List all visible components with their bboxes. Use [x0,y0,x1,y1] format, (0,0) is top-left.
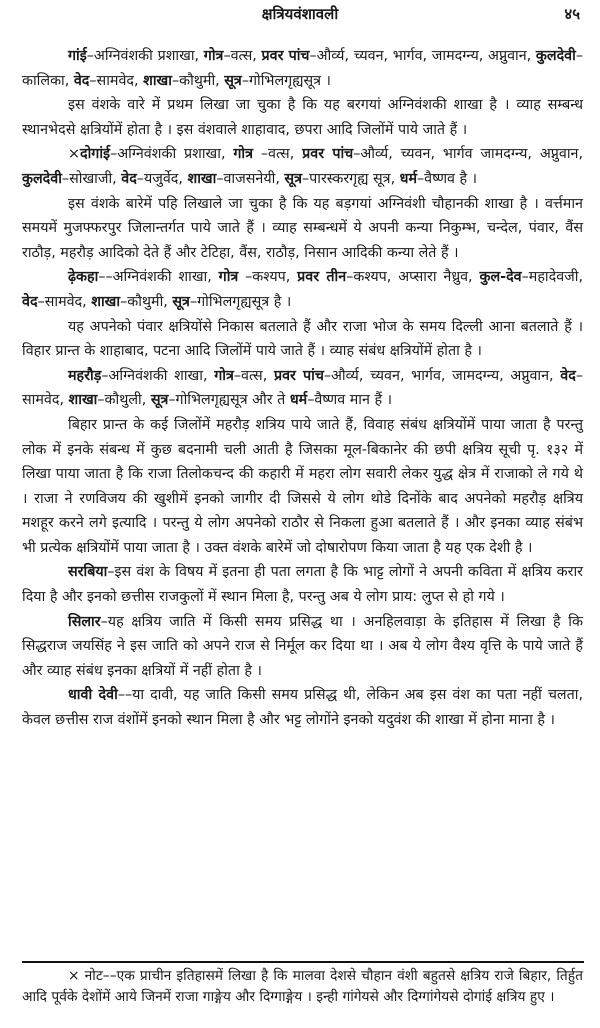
paragraph [22,683,583,732]
text-run: –गोभिलगृह्यसूत्र है । [189,293,292,310]
body-text [22,44,583,733]
text-run: –वत्स, [253,146,303,163]
bold-term: कुलदेवी [535,48,576,64]
text-run: –अग्निवंशकी प्रशाखा, [110,146,234,163]
text-run: –सामवेद, [37,293,92,310]
bold-term: सिलार [68,613,101,630]
page-number: ४५ [564,5,580,23]
text-run: –यह क्षत्रिय जाति में किसी समय प्रसिद्ध था । अनहिलवाड़ा के इतिहास में लिखा है कि सिद्धराज जयसिंह ने इस जाति को अपने राज से निर्मूल कर दिया था । अब ये लोग वैश्य वृत्ति के पाये जाते हैं और व्याह संबंध इनका क्षत्रियों में नहीं होता है । [22,613,583,679]
bold-term: शाखा [187,170,217,187]
bold-term: धर्म [399,170,418,187]
paragraph [22,142,583,191]
bold-term: कुलदेवी [22,170,62,187]
bold-term: गोत्र [233,146,254,163]
paragraph [22,192,583,266]
text-run: –पारस्करगृह्य सूत्र, [301,170,400,187]
text-run: –गोभिलगृह्यसूत्र । [241,72,331,89]
text-run: –कौथुमी, [120,293,173,310]
paragraph [22,265,583,314]
text-run: –वैष्णव मान हैं । [307,392,393,409]
bold-term: वेद [22,293,38,310]
bold-term: सरबिया [68,564,108,581]
text-run: –अग्निवंशकी शाखा, [101,367,215,384]
running-title: क्षत्रियवंशावली [261,5,339,23]
paragraph [22,315,583,364]
text-run: –और्व्य, च्यवन, भार्गव, जामदग्न्य, अप्नुवान, [323,367,561,384]
text-run: –और्व्य, च्यवन, भार्गव जामदग्न्य, अप्नुवान, [353,146,584,163]
text-run: –सामवेद, [22,367,583,409]
bold-term: वेद [73,72,90,89]
bold-term: दोगांई [79,146,111,163]
paragraph [22,44,583,93]
paragraph [22,364,583,413]
text-run: –कौथुली, [97,392,151,409]
bold-term: गोत्र [203,48,224,64]
text-run: ––अग्निवंशकी शाखा, [98,269,219,286]
text-run: यह अपनेको पंवार क्षत्रियोंसे निकास बतलाते हैं और राजा भोज के समय दिल्ली आना बतलाते हैं । विहार प्रान्त के शाहाबाद, पटना आदि जिलोंमें पाये जाते हैं । व्याह संबंध क्षत्रियोंमें होता है । [22,318,583,360]
text-run: –वैष्णव है । [417,170,478,187]
footnote: × नोट––एक प्राचीन इतिहासमें लिखा है कि मालवा देशसे चौहान वंशी बहुतसे क्षत्रिय राजे बिहार, तिर्हुत आदि पूर्वके देशोंमें आये जिनमें राजा गाङ्गेय और दिग्गाङ्गेय । इन्ही गांगेयसे और दिग्गांगेयसे दोगांई क्षत्रिय हुए । [22,968,583,1005]
bold-term: प्रवर तीन [297,269,347,286]
text-run: ––या दावी, यह जाति किसी समय प्रसिद्ध थी, लेकिन अब इस वंश का पता नहीं चलता, केवल छत्तीस राज वंशोंमें इनको स्थान मिला है और भट्ट लोगोंने इनको यदुवंश की शाखा में होना माना है । [22,687,583,729]
bold-term: वेद [121,170,137,187]
text-run: –कश्यप, अप्सारा नैध्रुव, [346,269,480,286]
page-header [0,4,600,28]
bold-term: शाखा [143,72,172,89]
text-run: –कश्यप, [238,269,298,286]
bold-term: सूत्र [224,72,242,89]
paragraph [22,93,583,142]
text-run: इस वंशके वारे में प्रथम लिखा जा चुका है कि यह बरगयां अग्निवंशकी शाखा है । व्याह सम्बन्ध स्थानभेदसे क्षत्रियोंमें होता है । इस वंशवाले शाहावाद, छपरा आदि जिलोंमें पाये जाते हैं । [22,97,583,138]
bold-term: शाखा [91,293,121,310]
bold-term: प्रवर पांच [302,146,354,163]
text-run: –इस वंश के विषय में इतना ही पता लगता है कि भाट्ट लोगों ने अपनी कविता में क्षत्रिय करार दिया है और इनको छत्तीस राजकुलों में स्थान मिला है, परन्तु अब ये लोग प्राय: लुप्त से हो गये । [22,564,583,606]
text-run: –वाजसनेयी, [216,170,285,187]
bold-term: ढ़ेकहा [68,269,99,286]
footnote-divider [22,961,584,963]
bold-term: महरौड़ [68,367,102,384]
paragraph [22,560,583,609]
text-run: –वत्स, [233,367,274,384]
bold-term: गोत्र [218,269,239,286]
text-run: –कालिका, [22,48,583,89]
text-run: –कौथुमी, [171,72,225,89]
bold-term: वेद [560,367,576,384]
bold-term: प्रवर पांच [261,48,310,64]
bold-term: सूत्र [284,170,302,187]
bold-term: कुल-देव [479,269,522,286]
text-run: × [68,146,80,163]
bold-term: धावी देवी [68,687,118,704]
bold-term: धर्म [289,392,308,409]
text-run: –गोभिलगृह्यसूत्र और ते [168,392,290,409]
text-run: –और्व्य, च्यवन, भार्गव, जामदग्न्य, अप्नुवान, [309,48,536,64]
paragraph [22,413,583,561]
text-run: इस वंशके बारेमें पहि लिखाले जा चुका है कि यह बड़गयां अग्निवंशी चौहानकी शाखा है । वर्त्तमान समयमें मुजफ्फरपुर जिलान्तर्गत पाये जाते हैं । व्याह सम्बन्धमें ये अपनी कन्या निकुम्भ, चन्देल, पंवार, वैंस राठौड़, महरौड़ आदिको देते हैं और टेटिहा, वैंस, राठौड़, निसान आदिकी कन्या लेते हैं । [22,195,583,261]
bold-term: गांई [68,48,87,64]
text-run: –महादेवजी, [521,269,584,286]
bold-term: सूत्र [150,392,169,409]
text-run: –यजुर्वेद, [136,170,188,187]
paragraph [22,610,583,684]
bold-term: गोत्र [214,367,234,384]
bold-term: शाखा [68,392,98,409]
text-run: –अग्निवंशकी प्रशाखा, [86,48,204,64]
bold-term: सूत्र [172,293,190,310]
bold-term: प्रवर पांच [273,367,324,384]
text-run: –वत्स, [223,48,262,64]
text-run: –सोखाजी, [61,170,122,187]
text-run: –सामवेद, [89,72,144,89]
text-run: बिहार प्रान्त के कई जिलोंमें महरौड़ शत्रिय पाये जाते हैं, विवाह संबंध क्षत्रियोंमें पाया जाता है परन्तु लोक में इनके संबन्ध में कुछ बदनामी चली आती है जिसका मूल-बिकानेर की छपी क्षत्रिय सूची पृ. १३२ में लिखा पाया जाता है कि राजा तिलोकचन्द की कहारी में महरा लोग सवारी लेकर युद्ध क्षेत्र में राजाको ले गये थे । राजा ने रणविजय की खुशीमें इनको जागीर दी जिससे ये लोग थोडे दिनोंके बाद अपनेको महरौड़ क्षत्रिय मशहूर करने लगे इत्यादि । परन्तु ये लोग अपनेको राठौर से निकला हुआ बतलाते हैं । और इनका व्याह संबंभ भी प्रत्येक क्षत्रियोंमें पाया जाता है । उक्त वंशके बारेमें जो दोषारोपण किया जाता है यह एक देशी है । [22,416,583,556]
